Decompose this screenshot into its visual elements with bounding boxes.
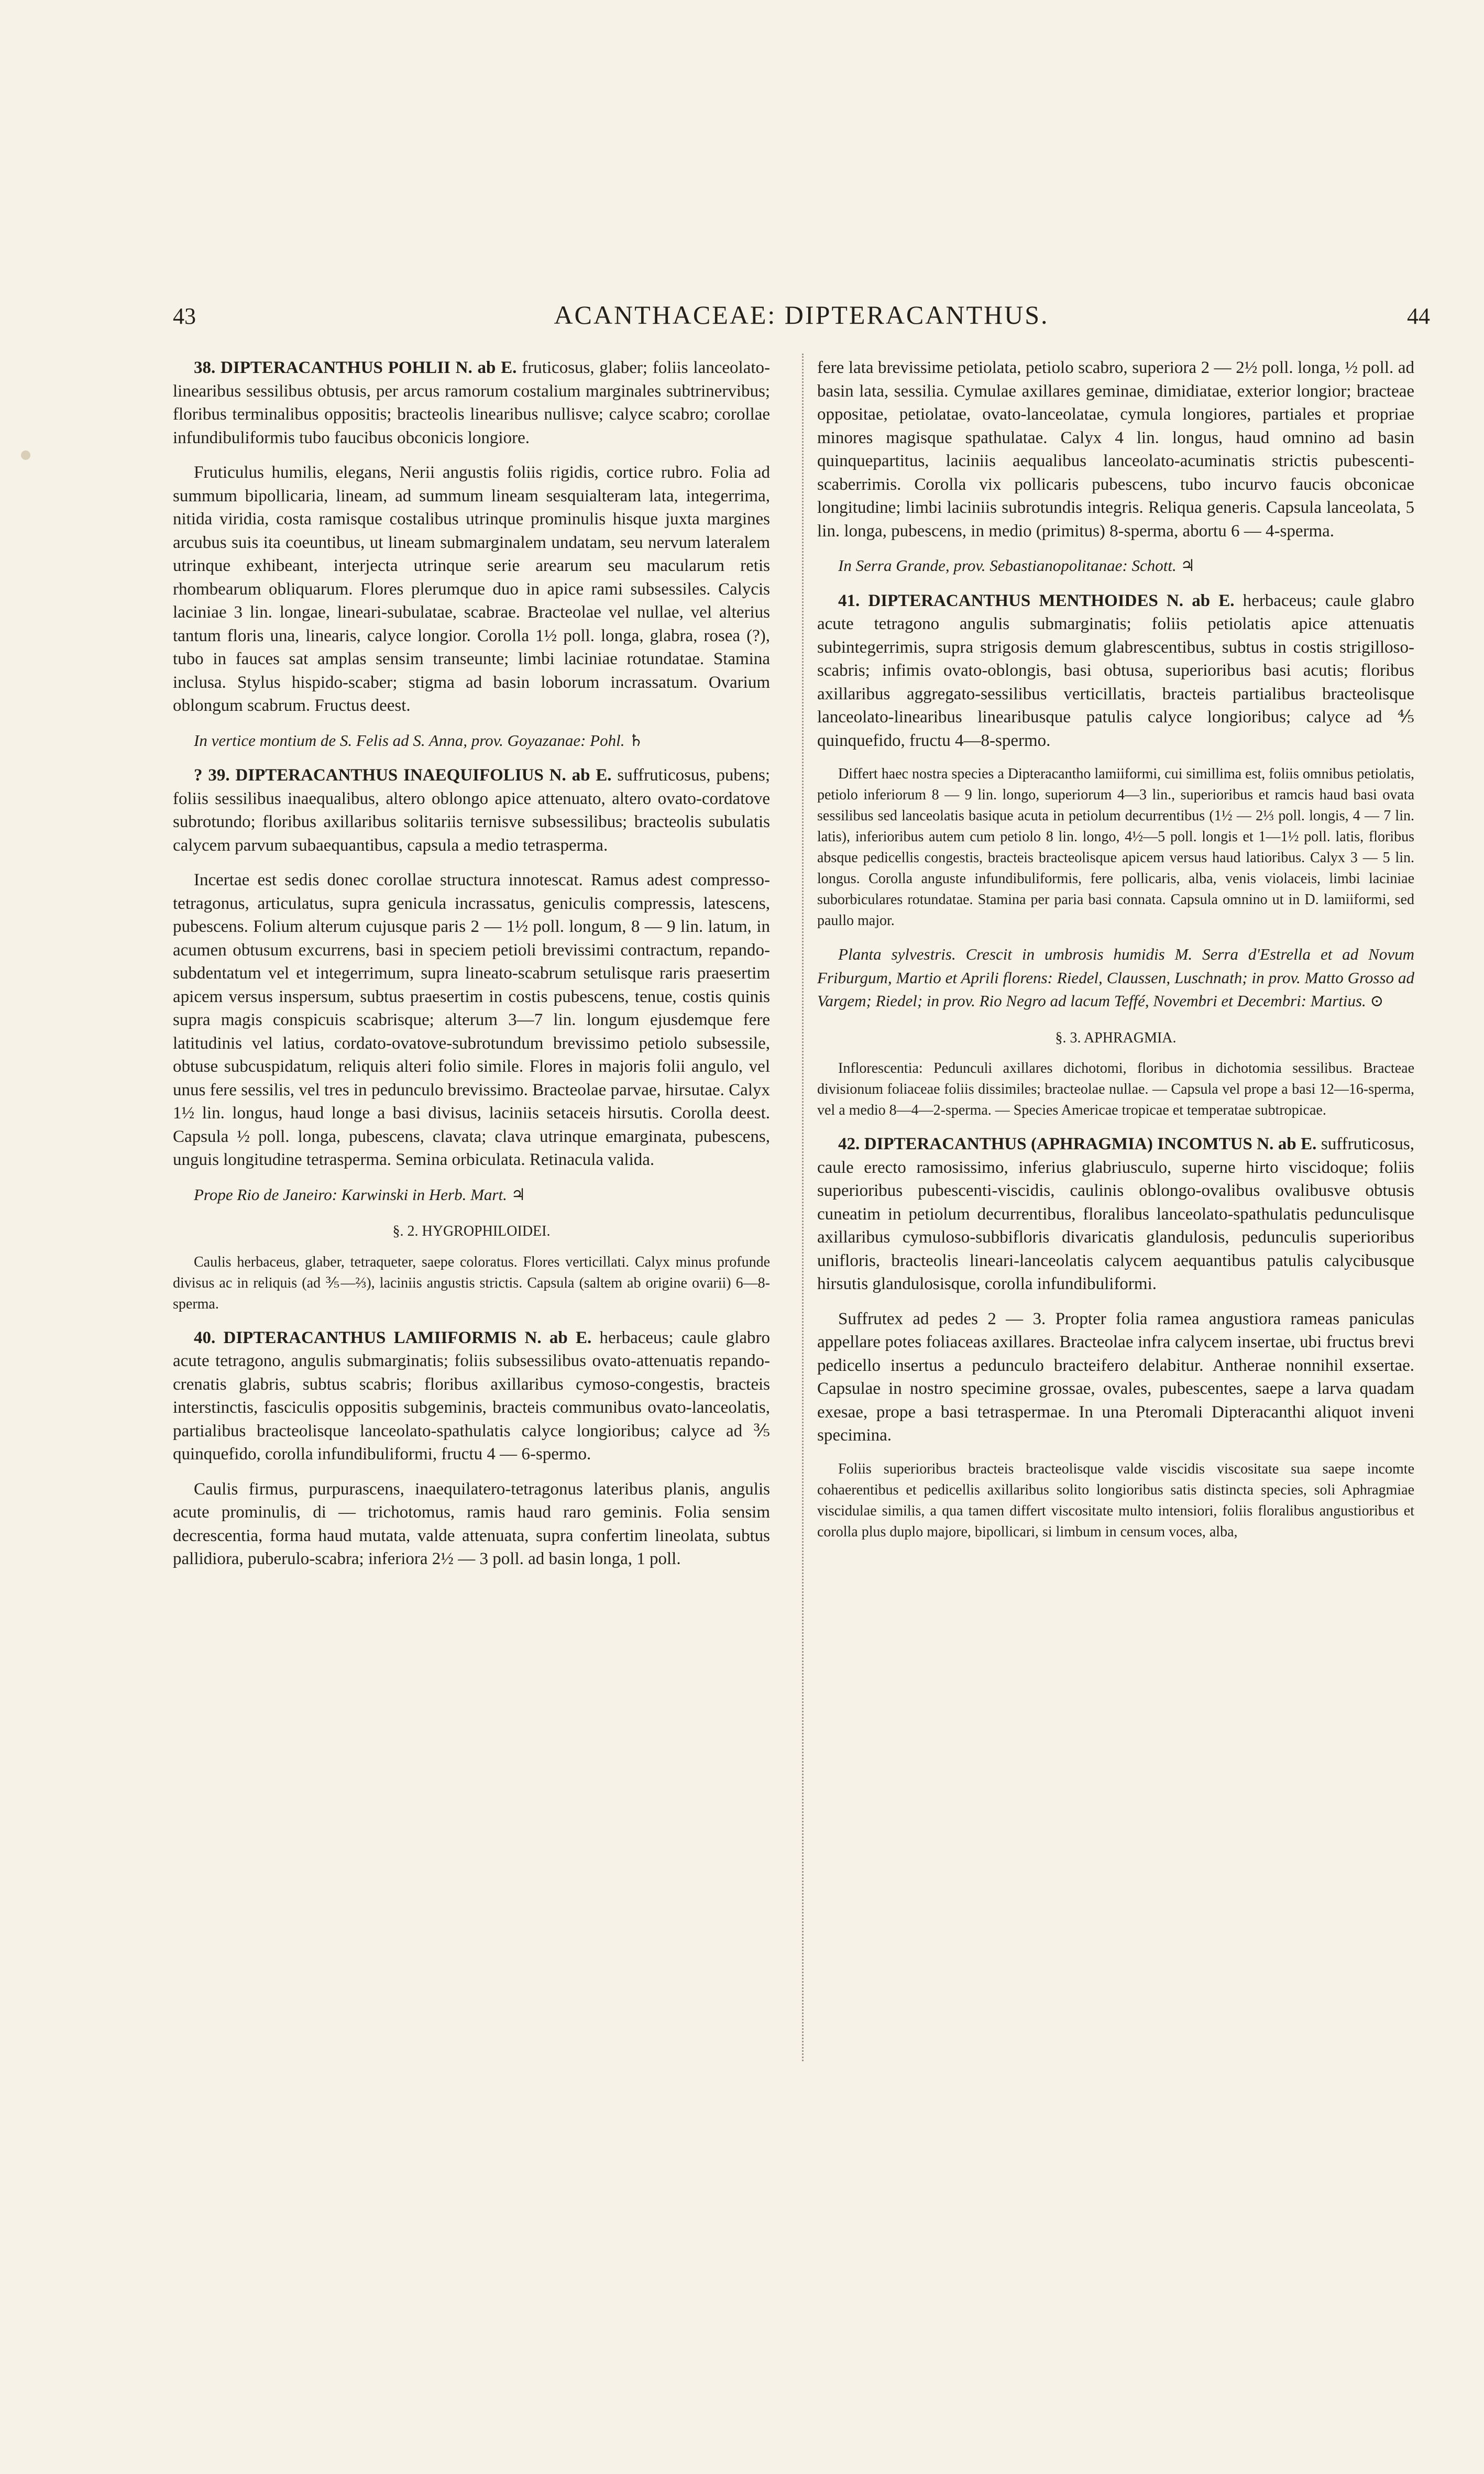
column-divider bbox=[802, 354, 804, 2061]
section-2-title: §. 2. HYGROPHILOIDEI. bbox=[392, 1223, 551, 1239]
species-40-description: Caulis firmus, purpurascens, inaequilatero-tetragonus lateribus planis, angulis acute prominulis, di — trichotomus, ramis haud raro geminis. Folia sensim decrescentia, forma haud mutata, valde attenuata, supra confertim lineolata, subtus pallidiora, puberulo-scabra; inferiora 2½ — 3 poll. ad basin longa, 1 poll. bbox=[173, 1479, 770, 1568]
paper-stain bbox=[21, 450, 30, 460]
species-42-description: Suffrutex ad pedes 2 — 3. Propter folia ramea angustiora rameas paniculas appellare potes foliaceas axillares. Bracteolae infra calycem insertae, ubi fructus brevi pedicello insertus a pedunculo bracteifero delabitur. Antherae nonnihil exsertae. Capsulae in nostro specimine grossae, ovales, pubescentes, saepe a larva quadam exesae, prope a basi tetraspermae. In una Pteromali Dipteracanthi aliquot inveni specimina. bbox=[817, 1309, 1414, 1445]
species-39-description: Incertae est sedis donec corollae structura innotescat. Ramus adest compresso-tetragonus, articulatus, supra genicula incrassatus, geniculis compressis, latescens, pubescens. Folium alterum cujusque paris 2 — 1½ poll. longum, 8 — 9 lin. latum, in acumen obtusum excurrens, basi in speciem petioli brevissimi contractum, repando-subdentatum vel et integerrimum, supra lineato-scabrum setulisque raris praesertim apicem versus inspersum, subtus praesertim in costis pubescens, tenue, costis quinis supra magis conspicuis scabrisque; alterum 3—7 lin. longum ejusdemque fere latitudinis vel latius, cordato-ovatove-subrotundum brevissimo petiolo subsessile, obtuse subcuspidatum, reliquis alteri folio simile. Flores in majoris folii angulo, vel unus fere sessilis, vel tres in pedunculo brevissimo. Bracteolae parvae, hirsutae. Calyx 1½ lin. longus, haud longe a basi divisus, laciniis setaceis hirsutis. Corolla deest. Capsula ½ poll. longa, pubescens, clavata; clava utrinque emarginata, pubescens, unguis longitudine tetrasperma. Semina orbiculata. Retinacula valida. bbox=[173, 871, 770, 1169]
species-41-note: Differt haec nostra species a Dipteracantho lamiiformi, cui simillima est, foliis omnibus petiolatis, petiolo inferiorum 8 — 9 lin. longo, superiorum 4—3 lin., superioribus et ramcis haud basi ovata sessilibus sed lanceolatis basique acuta in petiolum decurrentibus (1½ — 2⅓ poll. longis, 4 — 7 lin. latis), inferioribus autem cum petiolo 8 lin. longo, 4½—5 poll. longis et 1—1½ poll. latis, floribus absque pedicellis congestis, bracteis bracteolisque apicem versus haud latioribus. Calyx 3 — 5 lin. longus. Corolla anguste infundibuliformis, fere pollicaris, alba, venis violaceis, limbi laciniae suborbiculares rotundatae. Stamina per paria basi connata. Capsula omnino ut in D. lamiiformi, sed paullo major. bbox=[817, 766, 1414, 929]
species-42-note: Foliis superioribus bracteis bracteolisque valde viscidis viscositate sua saepe incomte cohaerentibus et pedicellis axillaribus solito longioribus satis distincta species, soli Aphragmiae viscidulae similis, a qua tamen differt viscositate multo intensiori, foliis floralibus angustioribus et corolla plus duplo majore, bipollicari, si limbum in censum voces, alba, bbox=[817, 1460, 1414, 1540]
species-40 bbox=[173, 1326, 770, 1466]
page-number-left: 43 bbox=[173, 303, 196, 329]
page-number-right: 44 bbox=[1407, 303, 1430, 329]
species-40-diagnosis: herbaceus; caule glabro acute tetragono, angulis submarginatis; foliis subsessilibus ovato-attenuatis repando-crenatis glabris, subtus scabris; floribus axillaribus cymoso-congestis, bracteis interstinctis, fasciculis oppositis subgeminis, bracteis communibus ovato-lanceolatis, partialibus bracteolisque lanceolato-spathulatis calyce longioribus; calyce ad ⅗ quinquefido, corolla infundibuliformi, fructu 4 — 6-spermo. bbox=[173, 1328, 770, 1464]
species-38-diagnosis: fruticosus, glaber; foliis lanceolato-linearibus sessilibus obtusis, per arcus ramorum costalium marginales subtrinervibus; floribus terminalibus oppositis; bracteolis linearibus nullisve; calyce scabro; corollae infundibuliformis tubo faucibus obconicis longiore. bbox=[173, 358, 771, 447]
species-38-locality: In vertice montium de S. Felis ad S. Anna, prov. Goyazanae: Pohl. ♄ bbox=[194, 731, 644, 750]
species-38-description: Fruticulus humilis, elegans, Nerii angustis foliis rigidis, cortice rubro. Folia ad summum bipollicaria, lineam, ad summum lineam sesquialteram lata, integerrima, nitida viridia, costa ramisque costalibus utrinque prominulis hisque juxta margines arcubus suis ita coeuntibus, ut lineam submarginalem undatam, seu nervum lateralem utrinque exhibeant, interjecta utrinque serie arearum seu macularum retis rhombearum obliquarum. Flores plerumque duo in apice rami subsessiles. Calycis laciniae 3 lin. longae, lineari-subulatae, scabrae. Bracteolae vel nullae, vel alterius tantum floris una, linearis, calyce longior. Corolla 1½ poll. longa, glabra, rosea (?), tubo in fauces sat amplas sensim transeunte; limbi laciniae rotundatae. Stamina inclusa. Stylus hispido-scaber; stigma ad basin loborum incrassatum. Ovarium oblongum scabrum. Fructus deest. bbox=[173, 463, 770, 715]
running-header bbox=[173, 300, 1430, 339]
species-42-heading: 42. DIPTERACANTHUS (APHRAGMIA) INCOMTUS N. ab E. bbox=[838, 1135, 1317, 1153]
species-39-diagnosis: suffruticosus, pubens; foliis sessilibus inaequalibus, altero oblongo apice attenuato, altero ovato-cordatove subrotundo; floribus axillaribus solitariis ternisve subsessilibus; bracteolis subulatis calycem parvum subaequantibus, capsula a medio tetrasperma. bbox=[173, 766, 771, 855]
species-41-heading: 41. DIPTERACANTHUS MENTHOIDES N. ab E. bbox=[838, 591, 1235, 610]
right-column bbox=[817, 356, 1414, 1554]
species-42 bbox=[817, 1132, 1414, 1296]
species-39-heading: ? 39. DIPTERACANTHUS INAEQUIFOLIUS N. ab E. bbox=[194, 766, 612, 785]
section-3-title: §. 3. APHRAGMIA. bbox=[1055, 1029, 1177, 1046]
species-42-diagnosis: suffruticosus, caule erecto ramosissimo, inferius glabriusculo, superne hirto viscidoque; foliis superioribus pubescenti-viscidis, caulinis oblongo-ovalibus ovalibusve obtusis cuneatim in petiolum decurrentibus, floralibus lanceolato-spathulatis pedunculisque axillaribus cymuloso-subbifloris divaricatis glandulosis, pedunculis superioribus unifloris, bracteolis lineari-lanceolatis calycem aequantibus patulis calycibusque hirsutis glandulosisque, corolla infundibuliformi. bbox=[817, 1135, 1415, 1293]
running-title: ACANTHACEAE: DIPTERACANTHUS. bbox=[554, 300, 1049, 329]
species-41 bbox=[817, 589, 1414, 753]
species-39 bbox=[173, 764, 770, 857]
section-3-text: Inflorescentia: Pedunculi axillares dichotomi, floribus in dichotomia sessilibus. Bracteae divisionum foliaceae foliis dissimiles; bracteolae nullae. — Capsula vel prope a basi 12—16-sperma, vel a medio 8—4—2-sperma. — Species Americae tropicae et temperatae subtropicae. bbox=[817, 1060, 1414, 1118]
species-40-heading: 40. DIPTERACANTHUS LAMIIFORMIS N. ab E. bbox=[194, 1328, 592, 1347]
left-column bbox=[173, 356, 770, 1582]
species-38-heading: 38. DIPTERACANTHUS POHLII N. ab E. bbox=[194, 358, 517, 377]
species-41-diagnosis: herbaceus; caule glabro acute tetragono angulis submarginatis; foliis petiolatis apice attenuatis subintegerrimis, supra strigosis demum glabrescentibus, subtus in costis strigilloso-scabris; infimis ovato-oblongis, basi obtusa, superioribus basi acutis; floribus axillaribus aggregato-sessilibus verticillatis, bracteis partialibus bracteolisque lanceolato-linearibus linearibusque patulis calyce longioribus; calyce ad ⅘ quinquefido, fructu 4—8-spermo. bbox=[817, 591, 1414, 750]
species-41-locality: Planta sylvestris. Crescit in umbrosis humidis M. Serra d'Estrella et ad Novum Friburgum, Martio et Aprili florens: Riedel, Claussen, Luschnath; in prov. Matto Grosso ad Vargem; Riedel; in prov. Rio Negro ad lacum Teffé, Novembri et Decembri: Martius. ⊙ bbox=[817, 945, 1414, 1010]
species-38 bbox=[173, 356, 770, 449]
species-39-locality: Prope Rio de Janeiro: Karwinski in Herb. Mart. ♃ bbox=[194, 1185, 526, 1204]
section-2-text: Caulis herbaceus, glaber, tetraqueter, saepe coloratus. Flores verticillati. Calyx minus profunde divisus ac in reliquis (ad ⅗—⅔), laciniis angustis strictis. Capsula (saltem ab origine ovarii) 6—8-sperma. bbox=[173, 1254, 770, 1312]
species-40-continued: fere lata brevissime petiolata, petiolo scabro, superiora 2 — 2½ poll. longa, ½ poll. ad basin lata, sessilia. Cymulae axillares geminae, dimidiatae, exterior longior; bracteae oppositae, petiolatae, ovato-lanceolatae, cymula longiores, partiales et propriae minores magisque spathulatae. Calyx 4 lin. longus, haud omnino ad basin quinquepartitus, laciniis aequalibus lanceolato-acuminatis strictis pubescenti-scaberrimis. Corolla vix pollicaris pubescens, tubo incurvo faucis obconicae longitudine; limbi laciniis subrotundis integris. Reliqua generis. Capsula lanceolata, 5 lin. longa, pubescens, in medio (primitus) 8-sperma, abortu 6 — 4-sperma. bbox=[817, 358, 1414, 541]
species-40-locality: In Serra Grande, prov. Sebastianopolitanae: Schott. ♃ bbox=[838, 556, 1195, 575]
